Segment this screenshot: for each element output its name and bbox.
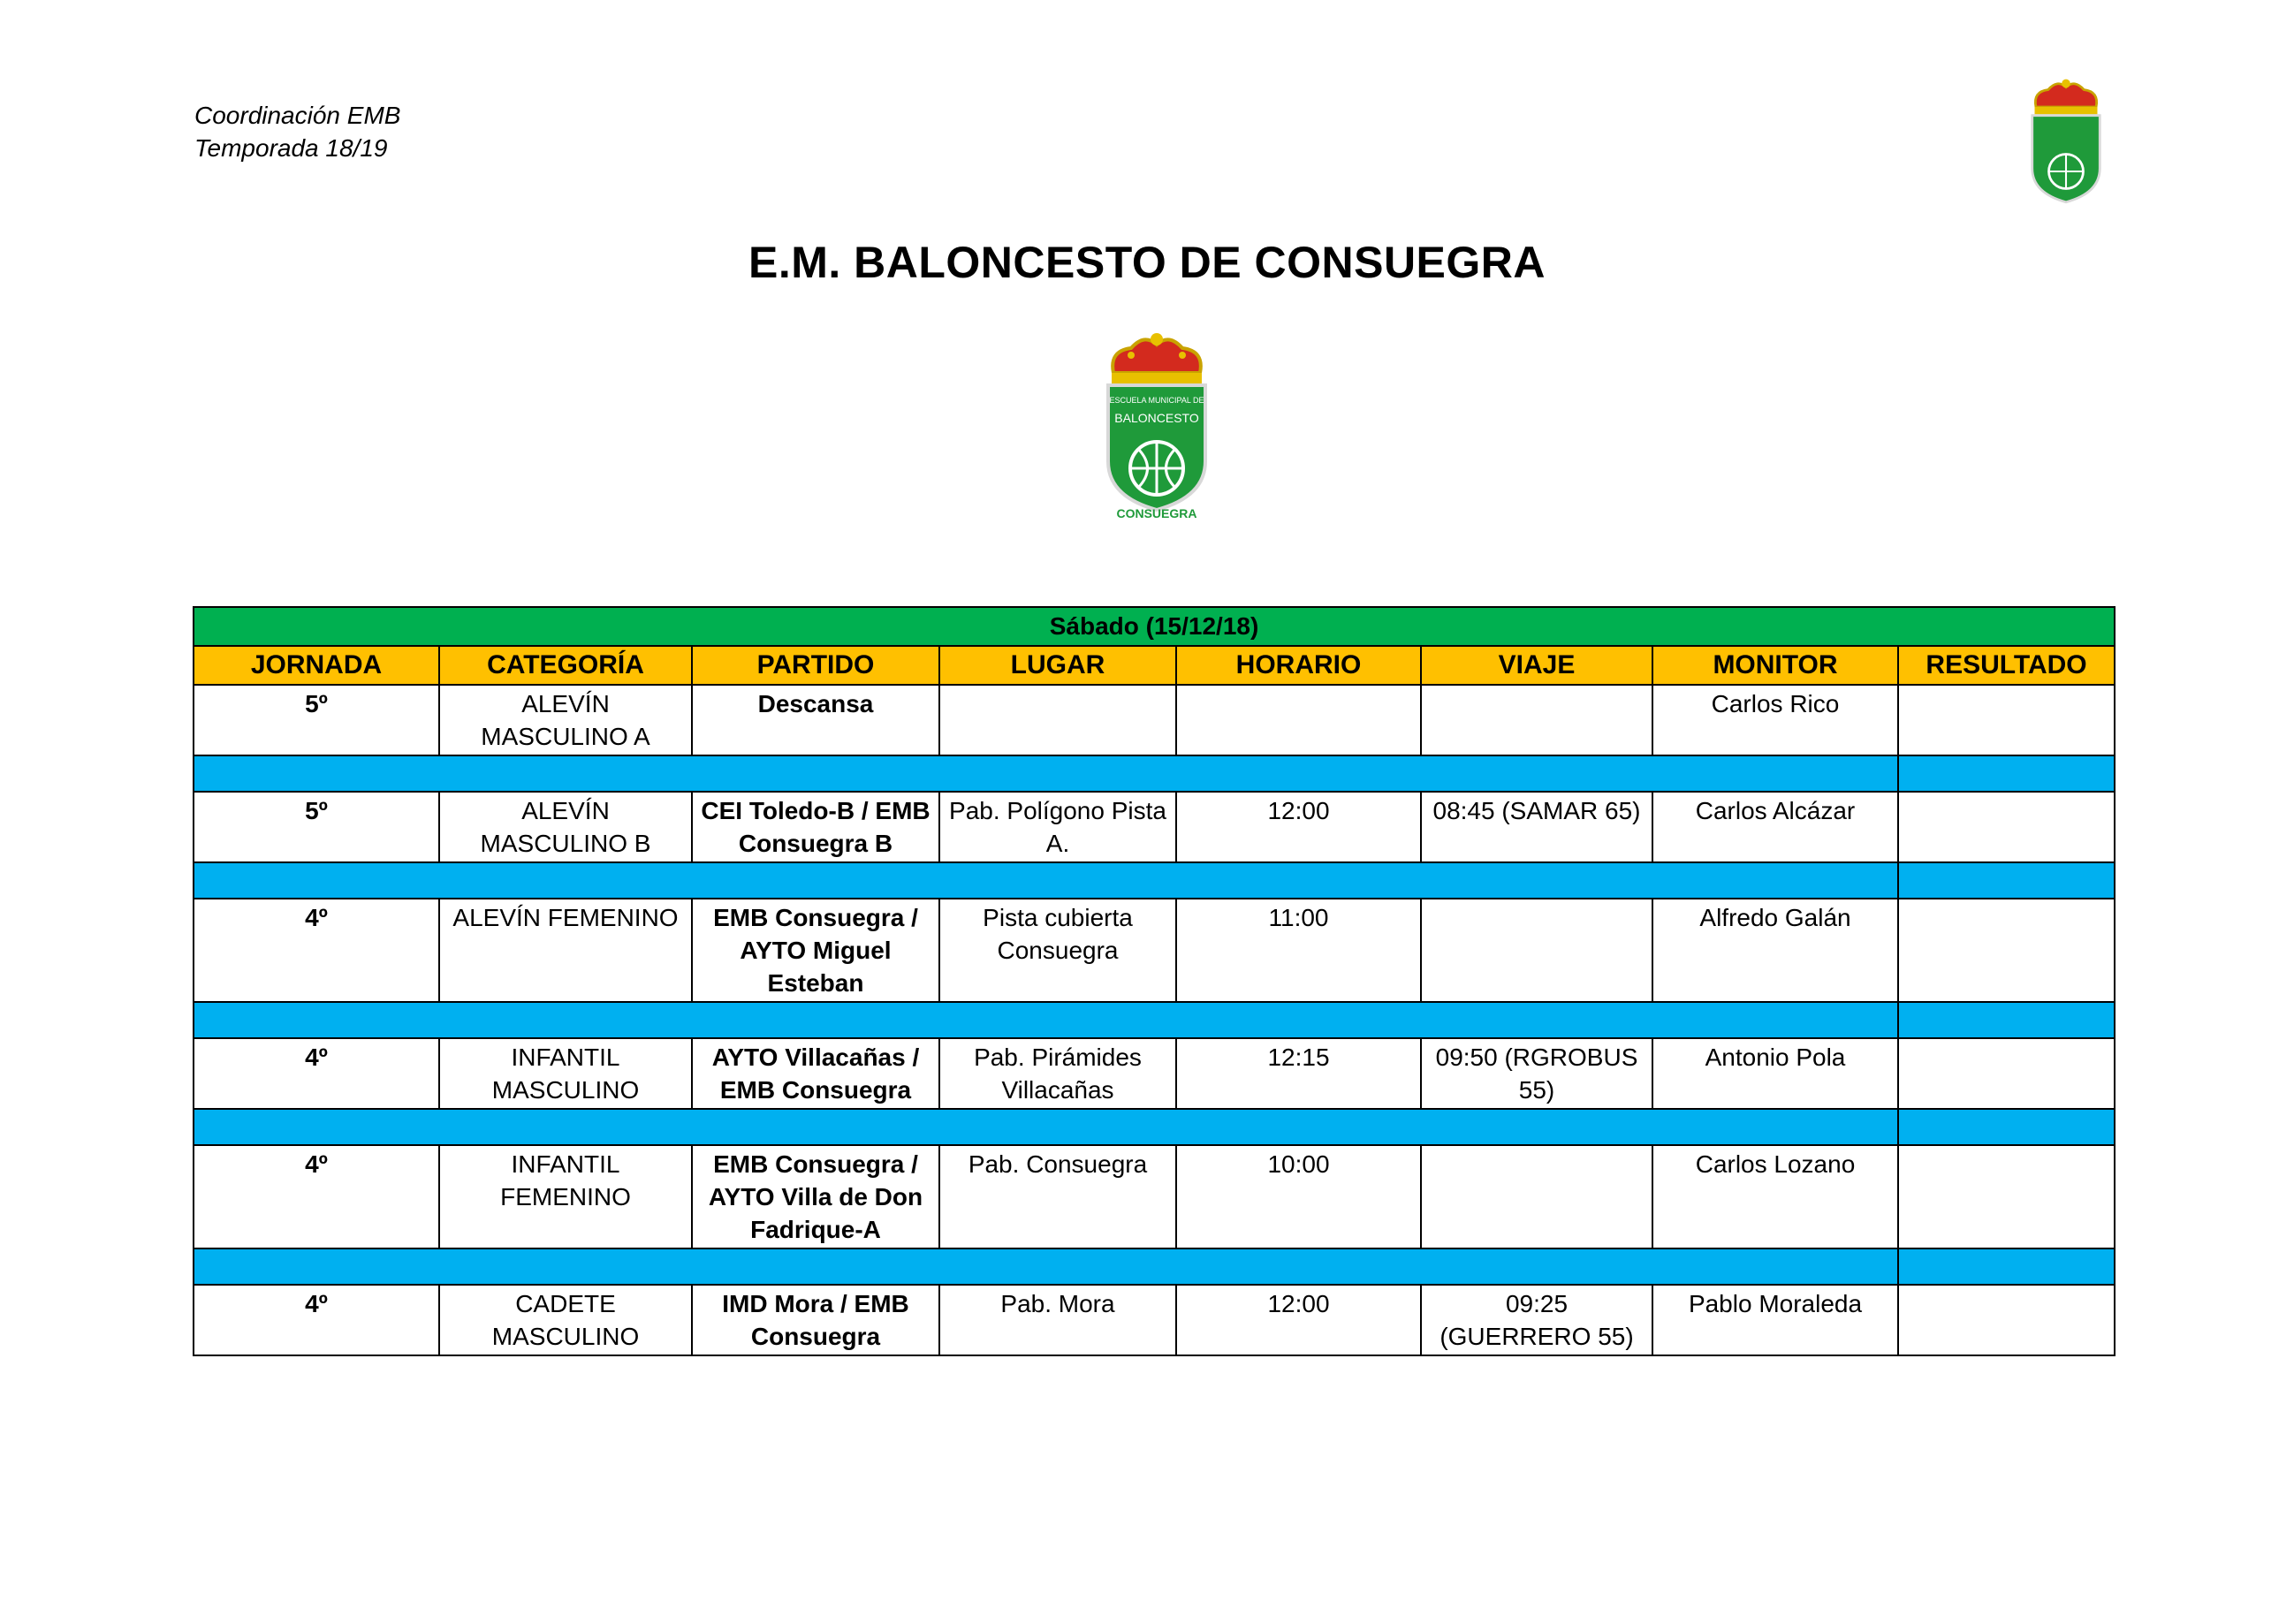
cell-monitor: Carlos Lozano	[1652, 1145, 1898, 1248]
cell-horario: 12:00	[1176, 1285, 1421, 1355]
cell-horario	[1176, 685, 1421, 755]
cell-resultado	[1898, 685, 2115, 755]
schedule-table	[193, 606, 2115, 1356]
cell-viaje	[1421, 1145, 1652, 1248]
cell-categoria: INFANTIL MASCULINO	[439, 1038, 692, 1109]
cell-monitor: Carlos Alcázar	[1652, 792, 1898, 862]
cell-viaje: 09:25 (GUERRERO 55)	[1421, 1285, 1652, 1355]
cell-monitor: Carlos Rico	[1652, 685, 1898, 755]
spacer-row	[194, 862, 2115, 899]
document-header	[194, 99, 400, 164]
cell-jornada: 4º	[194, 1285, 439, 1355]
cell-monitor: Antonio Pola	[1652, 1038, 1898, 1109]
spacer-row	[194, 1248, 2115, 1285]
table-row	[194, 1285, 2115, 1355]
cell-viaje	[1421, 685, 1652, 755]
coordination-label: Coordinación EMB	[194, 102, 401, 129]
table-row	[194, 792, 2115, 862]
cell-lugar: Pab. Polígono Pista A.	[939, 792, 1176, 862]
cell-jornada: 5º	[194, 792, 439, 862]
cell-categoria: ALEVÍN MASCULINO A	[439, 685, 692, 755]
cell-viaje	[1421, 899, 1652, 1002]
logo-bottom-text: CONSUEGRA	[1116, 506, 1197, 520]
col-resultado: RESULTADO	[1898, 646, 2115, 685]
cell-resultado	[1898, 1038, 2115, 1109]
cell-jornada: 5º	[194, 685, 439, 755]
cell-partido: EMB Consuegra / AYTO Miguel Esteban	[692, 899, 939, 1002]
logo-top-text: ESCUELA MUNICIPAL DE	[1109, 396, 1204, 405]
cell-horario: 12:00	[1176, 792, 1421, 862]
cell-resultado	[1898, 792, 2115, 862]
column-headers	[194, 646, 2115, 685]
spacer-row	[194, 755, 2115, 792]
col-jornada: JORNADA	[194, 646, 439, 685]
table-row	[194, 899, 2115, 1002]
page-title: E.M. BALONCESTO DE CONSUEGRA	[748, 238, 1546, 287]
cell-lugar	[939, 685, 1176, 755]
cell-partido: IMD Mora / EMB Consuegra	[692, 1285, 939, 1355]
cell-horario: 10:00	[1176, 1145, 1421, 1248]
spacer-row	[194, 1002, 2115, 1038]
cell-resultado	[1898, 899, 2115, 1002]
col-viaje: VIAJE	[1421, 646, 1652, 685]
col-categoria: CATEGORÍA	[439, 646, 692, 685]
club-logo-small	[2024, 69, 2108, 217]
cell-partido: AYTO Villacañas / EMB Consuegra	[692, 1038, 939, 1109]
logo-middle-text: BALONCESTO	[1114, 411, 1199, 425]
cell-horario: 11:00	[1176, 899, 1421, 1002]
cell-partido: EMB Consuegra / AYTO Villa de Don Fadrique-A	[692, 1145, 939, 1248]
col-monitor: MONITOR	[1652, 646, 1898, 685]
season-label: Temporada 18/19	[194, 134, 388, 162]
cell-categoria: CADETE MASCULINO	[439, 1285, 692, 1355]
table-row	[194, 1038, 2115, 1109]
day-header: Sábado (15/12/18)	[194, 607, 2115, 646]
col-partido: PARTIDO	[692, 646, 939, 685]
col-horario: HORARIO	[1176, 646, 1421, 685]
table-row	[194, 1145, 2115, 1248]
cell-monitor: Pablo Moraleda	[1652, 1285, 1898, 1355]
cell-lugar: Pab. Mora	[939, 1285, 1176, 1355]
cell-jornada: 4º	[194, 899, 439, 1002]
cell-viaje: 08:45 (SAMAR 65)	[1421, 792, 1652, 862]
cell-categoria: ALEVÍN MASCULINO B	[439, 792, 692, 862]
cell-partido: CEI Toledo-B / EMB Consuegra B	[692, 792, 939, 862]
cell-categoria: INFANTIL FEMENINO	[439, 1145, 692, 1248]
col-lugar: LUGAR	[939, 646, 1176, 685]
cell-jornada: 4º	[194, 1145, 439, 1248]
spacer-row	[194, 1109, 2115, 1145]
table-row	[194, 685, 2115, 755]
cell-lugar: Pista cubierta Consuegra	[939, 899, 1176, 1002]
cell-partido: Descansa	[692, 685, 939, 755]
cell-lugar: Pab. Consuegra	[939, 1145, 1176, 1248]
cell-jornada: 4º	[194, 1038, 439, 1109]
cell-resultado	[1898, 1145, 2115, 1248]
cell-viaje: 09:50 (RGROBUS 55)	[1421, 1038, 1652, 1109]
club-logo	[1096, 329, 1218, 521]
cell-lugar: Pab. Pirámides Villacañas	[939, 1038, 1176, 1109]
cell-categoria: ALEVÍN FEMENINO	[439, 899, 692, 1002]
cell-horario: 12:15	[1176, 1038, 1421, 1109]
cell-monitor: Alfredo Galán	[1652, 899, 1898, 1002]
cell-resultado	[1898, 1285, 2115, 1355]
